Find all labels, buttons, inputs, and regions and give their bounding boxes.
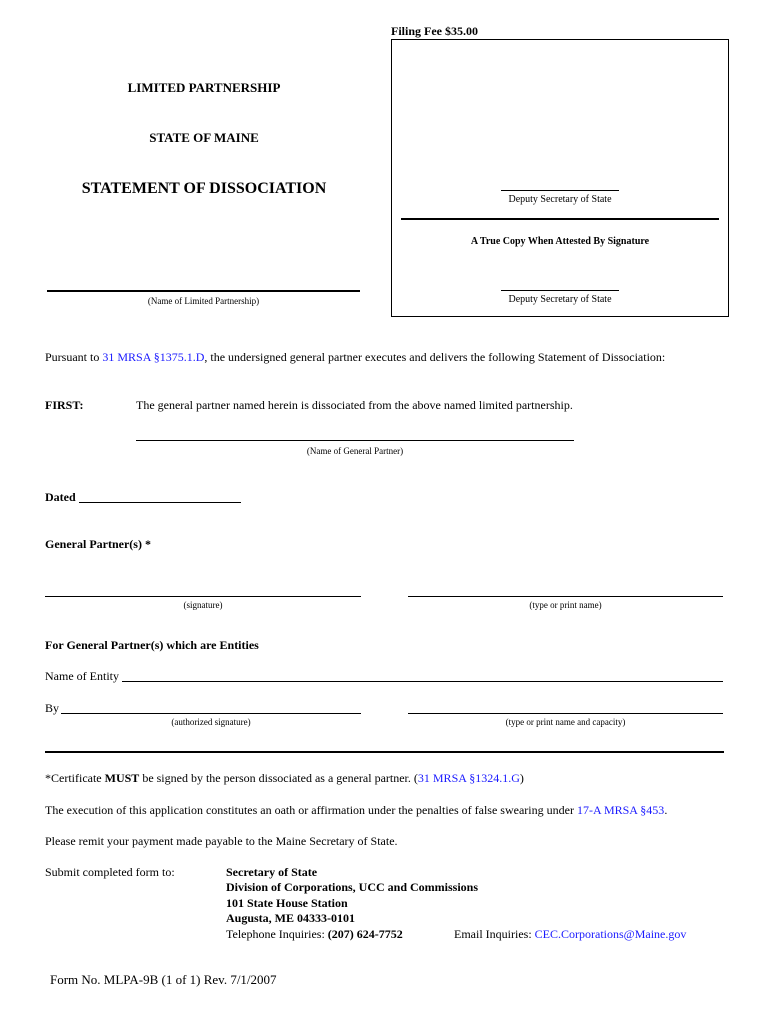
filing-fee: Filing Fee $35.00 [391,24,478,38]
intro-prefix: Pursuant to [45,350,103,364]
submit-division: Division of Corporations, UCC and Commissions [226,880,479,894]
title-line-2: STATE OF MAINE [149,130,259,145]
lp-name-line[interactable] [47,290,360,292]
deputy-label-1: Deputy Secretary of State [508,194,612,205]
remit-note: Please remit your payment made payable to the Maine Secretary of State. [45,834,398,848]
official-use-box [391,39,729,317]
general-partner-name-line[interactable] [136,440,574,441]
signature-line[interactable] [45,596,361,597]
phone-line [226,927,403,942]
deputy-signature-line-2 [501,290,619,291]
print-name-capacity-caption: (type or print name and capacity) [505,717,626,727]
first-text: The general partner named herein is dissociated from the above named limited partnership. [136,398,573,412]
email-line [454,927,686,942]
authorized-signature-line[interactable] [61,713,361,714]
oath-note [45,803,667,818]
statute-link-1375[interactable]: 31 MRSA §1375.1.D [102,350,205,364]
print-name-line[interactable] [408,596,723,597]
submit-city: Augusta, ME 04333-0101 [226,911,356,925]
statute-link-453[interactable]: 17-A MRSA §453 [576,803,665,817]
authorized-signature-caption: (authorized signature) [171,717,251,727]
title-line-1: LIMITED PARTNERSHIP [127,80,281,95]
page-title: STATEMENT OF DISSOCIATION [81,180,327,197]
print-name-capacity-line[interactable] [408,713,723,714]
phone-number: (207) 624-7752 [327,927,403,941]
lp-name-caption: (Name of Limited Partnership) [147,296,260,306]
section-divider [45,751,724,753]
by-label: By [45,701,60,715]
email-link[interactable]: CEC.Corporations@Maine.gov [534,927,687,941]
intro-paragraph [45,350,665,365]
cert-suffix: ) [519,771,524,785]
general-partners-heading: General Partner(s) * [45,537,151,551]
statute-link-1324[interactable]: 31 MRSA §1324.1.G [417,771,520,785]
entity-name-label: Name of Entity [45,669,119,683]
oath-prefix: The execution of this application constitutes an oath or affirmation under the penalties of false swearing under [45,803,577,817]
cert-prefix: *Certificate [45,771,105,785]
email-label: Email Inquiries: [454,927,535,941]
intro-suffix: , the undersigned general partner executes and delivers the following Statement of Dissociation: [204,350,666,364]
true-copy-label: A True Copy When Attested By Signature [470,236,650,247]
form-id: Form No. MLPA-9B (1 of 1) Rev. 7/1/2007 [50,972,277,987]
dated-field[interactable] [79,502,241,503]
submit-org: Secretary of State [226,865,318,879]
dated-label: Dated [45,490,76,504]
phone-label: Telephone Inquiries: [226,927,328,941]
box-divider [401,218,719,220]
deputy-signature-line-1 [501,190,619,191]
submit-station: 101 State House Station [226,896,348,910]
general-partner-name-caption: (Name of General Partner) [306,446,404,456]
print-name-caption: (type or print name) [529,600,602,610]
submit-label: Submit completed form to: [45,865,175,879]
entities-heading: For General Partner(s) which are Entities [45,638,259,652]
deputy-label-2: Deputy Secretary of State [508,294,612,305]
entity-name-field[interactable] [122,681,723,682]
cert-middle: be signed by the person dissociated as a general partner. ( [139,771,418,785]
signature-caption: (signature) [183,600,223,610]
first-label: FIRST: [45,398,84,412]
cert-must: MUST [104,771,140,785]
oath-suffix: . [664,803,668,817]
certificate-note [45,771,524,786]
